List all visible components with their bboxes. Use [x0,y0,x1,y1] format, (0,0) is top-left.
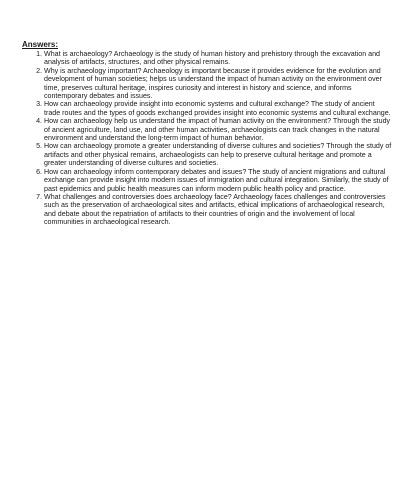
answer-item-7: 7. What challenges and controversies does archaeology face? Archaeology faces challenges and controversies such as the preservation of archaeological sites and artifacts, ethical implications of archaeological research, and debate about the repatriation of artifacts to their countries of origin and the involvement of local communities in archaeological research. [44,193,392,227]
answer-item-6: 6. How can archaeology inform contemporary debates and issues? The study of ancient migrations and cultural exchange can provide insight into modern issues of immigration and cultural integration. Similarly, the study of past epidemics and public health measures can inform modern public health policy and practice. [44,168,392,193]
answer-item-3: 3. How can archaeology provide insight into economic systems and cultural exchange? The study of ancient trade routes and the types of goods exchanged provides insight into economic systems and cultural exchange. [44,100,392,117]
answers-heading: Answers: [22,40,59,49]
answer-item-1: 1. What is archaeology? Archaeology is the study of human history and prehistory through the excavation and analysis of artifacts, structures, and other physical remains. [44,50,392,67]
answer-item-5: 5. How can archaeology promote a greater understanding of diverse cultures and societies? Through the study of artifacts and other physical remains, archaeologists can help to preserve cultural heritage and promote a greater understanding of diverse cultures and societies. [44,142,392,167]
answer-item-2: 2. Why is archaeology important? Archaeology is important because it provides evidence for the evolution and development of human societies; helps us understand the impact of human activity on the environment over time, preserves cultural heritage, inspires curiosity and interest in history and science, and informs contemporary debates and issues. [44,67,392,101]
answer-item-4: 4. How can archaeology help us understand the impact of human activity on the environment? Through the study of ancient agriculture, land use, and other human activities, archaeologists can track changes in the natural environment and understand the long-term impact of human behavior. [44,117,392,142]
answers-list [16,50,392,227]
